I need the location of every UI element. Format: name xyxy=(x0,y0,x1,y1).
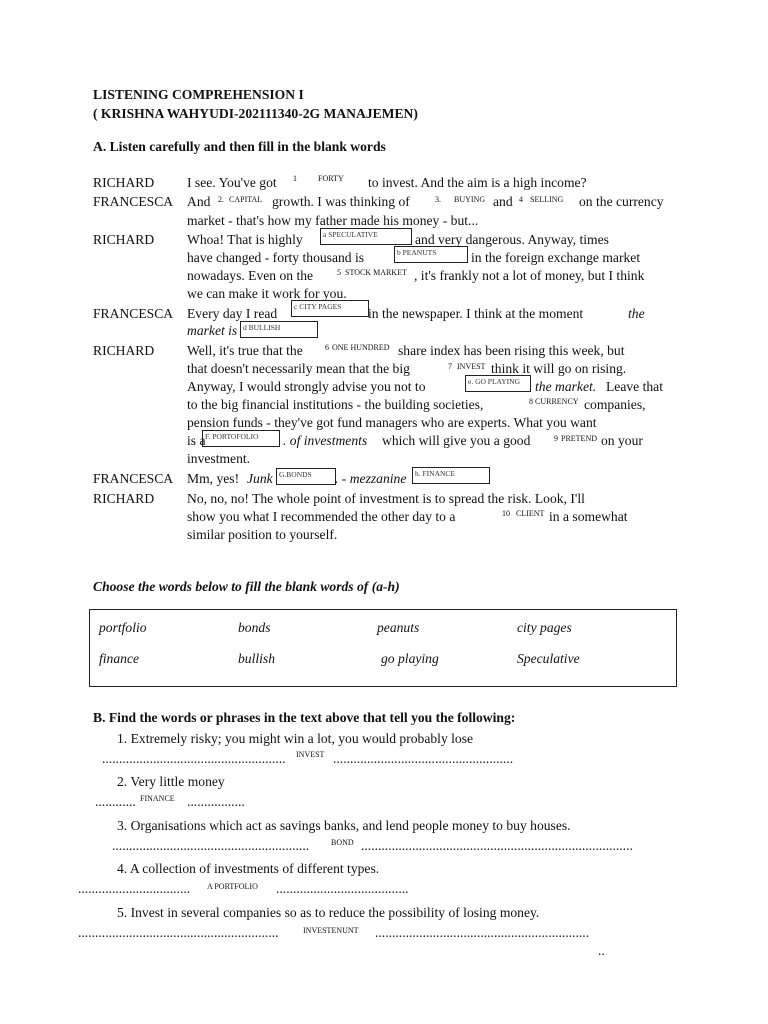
document-subtitle: ( KRISHNA WAHYUDI-202111340-2G MANAJEMEN) xyxy=(93,106,418,121)
fill-answer[interactable]: STOCK MARKET xyxy=(345,268,407,277)
blank-number: 6 xyxy=(325,343,329,352)
blank-number: 1 xyxy=(293,174,297,183)
answer-box-b[interactable]: b PEANUTS xyxy=(394,246,468,263)
dialogue-text: similar position to yourself. xyxy=(187,527,338,542)
blank-number: 7 xyxy=(448,362,452,371)
dialogue-text: on your xyxy=(601,433,643,448)
dialogue-text: in the foreign exchange market xyxy=(471,250,641,265)
fill-answer[interactable]: INVEST xyxy=(457,362,486,371)
word-bank-item: finance xyxy=(99,651,140,666)
answer-text[interactable]: A PORTFOLIO xyxy=(207,882,258,891)
document-title: LISTENING COMPREHENSION I xyxy=(93,87,304,102)
fill-answer[interactable]: ONE HUNDRED xyxy=(332,343,390,352)
dialogue-text: think it will go on rising. xyxy=(491,361,627,376)
word-bank-item: Speculative xyxy=(517,651,580,666)
word-bank-item: peanuts xyxy=(377,620,420,635)
dialogue-text: have changed - forty thousand is xyxy=(187,250,365,265)
dialogue-text: No, no, no! The whole point of investment is to spread the risk. Look, I'll xyxy=(187,491,585,506)
dotted-line: ........................................................... xyxy=(78,925,279,940)
question-text: 5. Invest in several companies so as to reduce the possibility of losing money. xyxy=(117,905,540,920)
fill-answer[interactable]: BUYING xyxy=(454,195,486,204)
question-text: 1. Extremely risky; you might win a lot, you would probably lose xyxy=(117,731,474,746)
dialogue-text: companies, xyxy=(584,397,646,412)
word-bank-item: bonds xyxy=(238,620,271,635)
answer-box-g[interactable]: G.BONDS xyxy=(276,468,336,485)
word-bank-item: city pages xyxy=(517,620,572,635)
blank-number: 3. xyxy=(435,195,441,204)
section-b-heading: B. Find the words or phrases in the text above that tell you the following: xyxy=(93,710,516,725)
word-bank-item: go playing xyxy=(381,651,439,666)
dialogue-text: in a somewhat xyxy=(549,509,628,524)
answer-box-d[interactable]: d BULLISH xyxy=(240,321,318,338)
dialogue-text: . of investments xyxy=(283,433,368,448)
dialogue-text: and xyxy=(493,194,513,209)
dialogue-text: show you what I recommended the other day to a xyxy=(187,509,456,524)
dialogue-text: and very dangerous. Anyway, times xyxy=(415,232,609,247)
answer-text[interactable]: INVESTENUNT xyxy=(303,926,359,935)
dotted-line: ..................................................... xyxy=(333,751,514,766)
dialogue-text: the xyxy=(628,306,645,321)
answer-text[interactable]: BOND xyxy=(331,838,354,847)
dialogue-text: which will give you a good xyxy=(382,433,531,448)
dialogue-text: market - that's how my father made his money - but... xyxy=(187,213,479,228)
dialogue-text: I see. You've got xyxy=(187,175,277,190)
dotted-line: ............................................................... xyxy=(375,925,590,940)
question-text: 4. A collection of investments of different types. xyxy=(117,861,380,876)
fill-answer[interactable]: FORTY xyxy=(318,174,344,183)
dialogue-text: Well, it's true that the xyxy=(187,343,303,358)
speaker-label: FRANCESCA xyxy=(93,194,174,209)
dialogue-text: on the currency xyxy=(579,194,664,209)
dialogue-text: Leave that xyxy=(606,379,663,394)
dialogue-text: is a xyxy=(187,433,206,448)
dialogue-text: Anyway, I would strongly advise you not to xyxy=(187,379,426,394)
blank-number: 2. xyxy=(218,195,224,204)
speaker-label: RICHARD xyxy=(93,232,155,247)
speaker-label: FRANCESCA xyxy=(93,306,174,321)
answer-box-h[interactable]: h. FINANCE xyxy=(412,467,490,484)
speaker-label: RICHARD xyxy=(93,491,155,506)
dialogue-text: Whoa! That is highly xyxy=(187,232,303,247)
dialogue-text: share index has been rising this week, but xyxy=(398,343,625,358)
answer-text[interactable]: FINANCE xyxy=(140,794,175,803)
dialogue-text: , it's frankly not a lot of money, but I think xyxy=(414,268,645,283)
section-a-heading: A. Listen carefully and then fill in the blank words xyxy=(93,139,386,154)
question-text: 3. Organisations which act as savings banks, and lend people money to buy houses. xyxy=(117,818,571,833)
answer-box-c[interactable]: c CITY PAGES xyxy=(291,300,369,317)
dialogue-text: that doesn't necessarily mean that the big xyxy=(187,361,410,376)
dotted-line: ................. xyxy=(187,794,245,809)
blank-number: 8 xyxy=(529,397,533,406)
dialogue-text: nowadays. Even on the xyxy=(187,268,314,283)
speaker-label: RICHARD xyxy=(93,175,155,190)
dotted-line: ................................................................................ xyxy=(361,838,633,853)
fill-answer[interactable]: PRETEND xyxy=(561,434,597,443)
blank-number: 10 xyxy=(502,509,510,518)
word-bank-item: portfolio xyxy=(99,620,147,635)
dialogue-text: investment. xyxy=(187,451,251,466)
dotted-line: .. xyxy=(598,943,605,958)
dialogue-text: . - mezzanine xyxy=(335,471,407,486)
dialogue-text: Junk xyxy=(247,471,273,486)
fill-answer[interactable]: CLIENT xyxy=(516,509,545,518)
answer-box-e[interactable]: e. GO PLAYING xyxy=(465,375,531,392)
answer-box-f[interactable]: F. PORTOFOLIO xyxy=(202,430,280,447)
question-text: 2. Very little money xyxy=(117,774,225,789)
dialogue-text: growth. I was thinking of xyxy=(272,194,410,209)
dialogue-text: to invest. And the aim is a high income? xyxy=(368,175,587,190)
dotted-line: .......................................................... xyxy=(112,838,310,853)
answer-text[interactable]: INVEST xyxy=(296,750,325,759)
dialogue-text: market is xyxy=(187,323,238,338)
blank-number: 4 xyxy=(519,195,523,204)
fill-answer[interactable]: CAPITAL xyxy=(229,195,263,204)
dialogue-text: pension funds - they've got fund managers who are experts. What you want xyxy=(187,415,597,430)
fill-answer[interactable]: CURRENCY xyxy=(535,397,579,406)
dialogue-text: Mm, yes! xyxy=(187,471,240,486)
word-bank-heading: Choose the words below to fill the blank words of (a-h) xyxy=(93,579,400,594)
dialogue-text: And xyxy=(187,194,211,209)
dialogue-text: in the newspaper. I think at the moment xyxy=(368,306,584,321)
dotted-line: ............ xyxy=(95,794,136,809)
fill-answer[interactable]: SELLING xyxy=(530,195,564,204)
speaker-label: RICHARD xyxy=(93,343,155,358)
dialogue-text: to the big financial institutions - the building societies, xyxy=(187,397,484,412)
blank-number: 9 xyxy=(554,434,558,443)
dialogue-text: the market. xyxy=(535,379,597,394)
speaker-label: FRANCESCA xyxy=(93,471,174,486)
dotted-line: ...................................................... xyxy=(102,751,286,766)
word-bank-item: bullish xyxy=(238,651,276,666)
dialogue-text: Every day I read xyxy=(187,306,278,321)
dialogue-text: we can make it work for you. xyxy=(187,286,347,301)
dotted-line: ................................. xyxy=(78,881,191,896)
blank-number: 5 xyxy=(337,268,341,277)
dotted-line: ....................................... xyxy=(276,881,409,896)
answer-box-a[interactable]: a SPECULATIVE xyxy=(320,228,412,245)
